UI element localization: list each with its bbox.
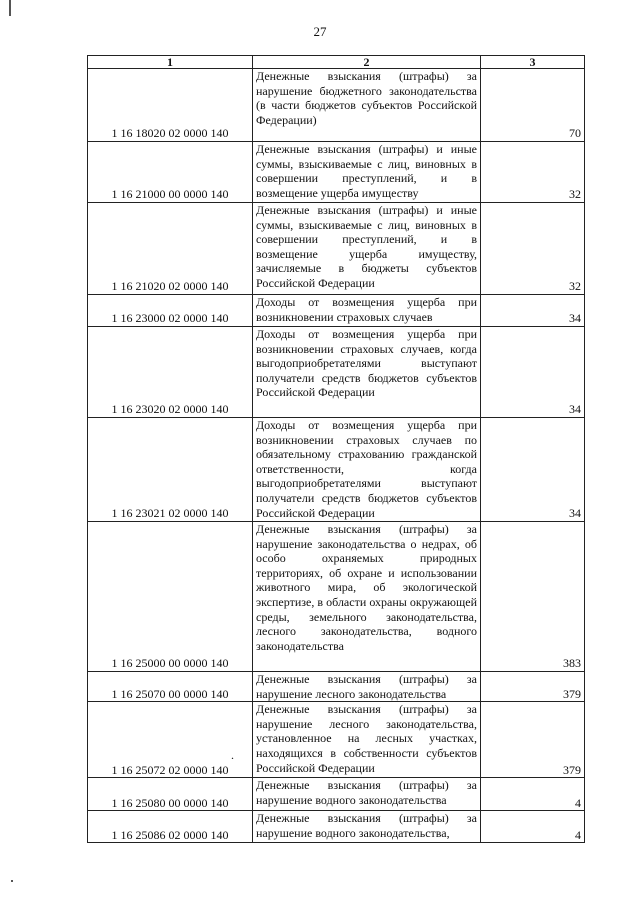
table-row	[88, 418, 585, 522]
revenue-description: Денежные взыскания (штрафы) за нарушение водного законодательства	[253, 778, 481, 811]
revenue-code: 1 16 25086 02 0000 140	[88, 811, 253, 843]
page-number: 27	[313, 24, 327, 39]
column-header-code: 1	[88, 56, 253, 69]
table-row	[88, 142, 585, 203]
revenue-code: 1 16 25072 02 0000 140	[88, 702, 253, 778]
table-row	[88, 327, 585, 418]
table-row	[88, 778, 585, 811]
table-row	[88, 522, 585, 672]
revenue-description: Доходы от возмещения ущерба при возникновении страховых случаев, когда выгодоприобретателями выступают получатели средств бюджетов субъектов Российской Федерации	[253, 327, 481, 418]
table-row	[88, 69, 585, 142]
revenue-description: Денежные взыскания (штрафы) за нарушение лесного законодательства, установленное на лесных участках, находящихся в собственности субъектов Российской Федерации	[253, 702, 481, 778]
column-header-amount: 3	[481, 56, 585, 69]
revenue-amount: 32	[481, 142, 585, 203]
revenue-amount: 32	[481, 203, 585, 295]
revenue-amount: 4	[481, 778, 585, 811]
stray-dot-mark: .	[231, 748, 234, 762]
revenue-amount: 34	[481, 327, 585, 418]
revenue-code: 1 16 23020 02 0000 140	[88, 327, 253, 418]
table-row	[88, 811, 585, 843]
revenue-code: 1 16 21020 02 0000 140	[88, 203, 253, 295]
revenue-description: Денежные взыскания (штрафы) за нарушение бюджетного законодательства (в части бюджетов субъектов Российской Федерации)	[253, 69, 481, 142]
revenue-code: 1 16 23021 02 0000 140	[88, 418, 253, 522]
revenue-amount: 34	[481, 295, 585, 327]
table-row	[88, 203, 585, 295]
table-row	[88, 702, 585, 778]
table-header-row	[88, 56, 585, 69]
revenue-description: Доходы от возмещения ущерба при возникновении страховых случаев по обязательному страхованию гражданской ответственности, когда выгодоприобретателями выступают получатели средств бюджетов субъектов Российской Федерации	[253, 418, 481, 522]
revenue-amount: 34	[481, 418, 585, 522]
revenue-code: 1 16 18020 02 0000 140	[88, 69, 253, 142]
revenue-amount: 4	[481, 811, 585, 843]
table-row	[88, 672, 585, 702]
revenue-code: 1 16 21000 00 0000 140	[88, 142, 253, 203]
revenue-description: Денежные взыскания (штрафы) за нарушение законодательства о недрах, об особо охраняемых природных территориях, об охране и использовании животного мира, об экологической экспертизе, в области охраны окружающей среды, земельного законодательства, лесного законодательства, водного законодательства	[253, 522, 481, 672]
revenue-description: Денежные взыскания (штрафы) и иные суммы, взыскиваемые с лиц, виновных в совершении преступлений, и в возмещение ущерба имуществу, зачисляемые в бюджеты субъектов Российской Федерации	[253, 203, 481, 295]
table-row	[88, 295, 585, 327]
revenue-code: 1 16 23000 02 0000 140	[88, 295, 253, 327]
revenue-amount: 379	[481, 672, 585, 702]
revenue-amount: 379	[481, 702, 585, 778]
budget-revenue-table	[87, 55, 585, 843]
revenue-description: Денежные взыскания (штрафы) за нарушение водного законодательства,	[253, 811, 481, 843]
revenue-code: 1 16 25080 00 0000 140	[88, 778, 253, 811]
scan-margin-speck	[11, 880, 13, 882]
revenue-amount: 383	[481, 522, 585, 672]
revenue-description: Денежные взыскания (штрафы) за нарушение лесного законодательства	[253, 672, 481, 702]
revenue-code: 1 16 25000 00 0000 140	[88, 522, 253, 672]
revenue-description: Доходы от возмещения ущерба при возникновении страховых случаев	[253, 295, 481, 327]
column-header-description: 2	[253, 56, 481, 69]
scan-margin-mark	[9, 0, 11, 16]
revenue-description: Денежные взыскания (штрафы) и иные суммы, взыскиваемые с лиц, виновных в совершении преступлений, и в возмещение ущерба имуществу	[253, 142, 481, 203]
revenue-amount: 70	[481, 69, 585, 142]
revenue-code: 1 16 25070 00 0000 140	[88, 672, 253, 702]
